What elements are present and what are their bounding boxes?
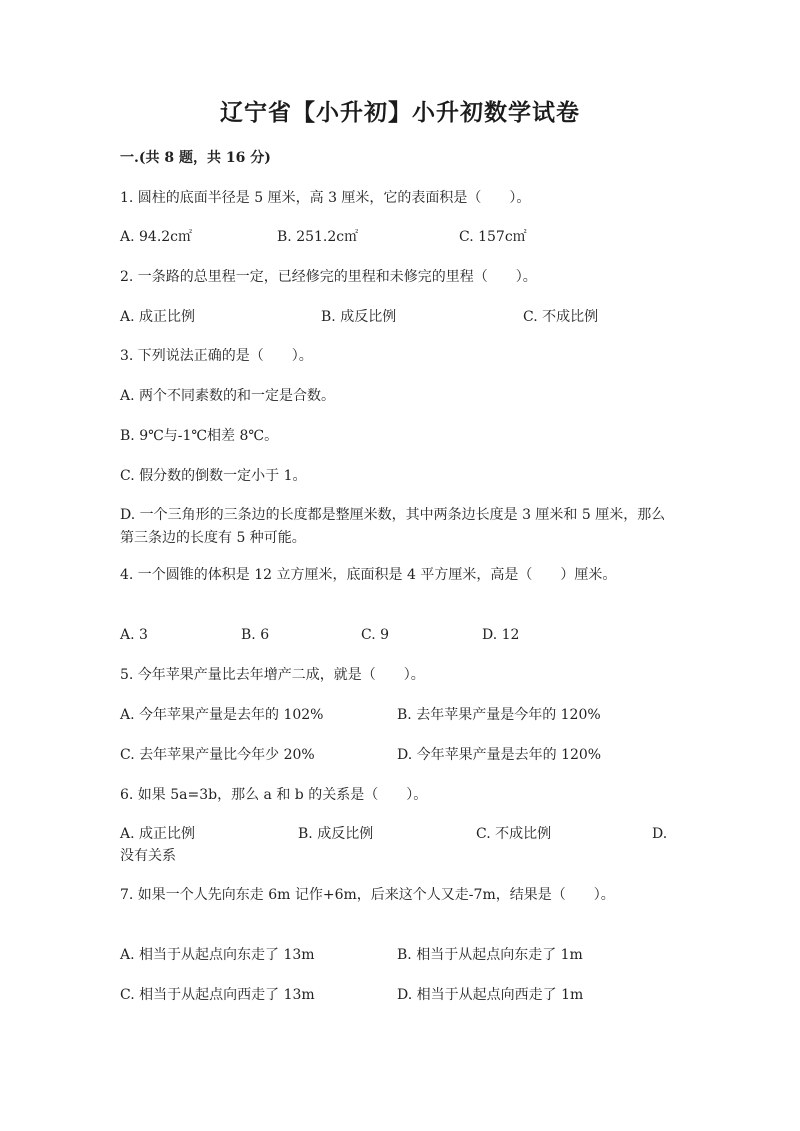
section-heading: 一.(共 8 题，共 16 分) [120,150,271,166]
question-2-option-c: C. 不成比例 [523,309,599,325]
question-3-option-b: B. 9℃与-1℃相差 8℃。 [120,428,279,444]
question-5-option-a: A. 今年苹果产量是去年的 102% [120,707,324,723]
question-1-option-b: B. 251.2c㎡ [277,229,359,245]
question-3-option-a: A. 两个不同素数的和一定是合数。 [120,388,336,404]
question-4-option-a: A. 3 [120,627,148,643]
question-2-option-a: A. 成正比例 [120,309,196,325]
question-6-option-d-label: D. [652,826,668,842]
question-6-option-a: A. 成正比例 [120,826,196,842]
question-7-option-a: A. 相当于从起点向东走了 13m [120,947,315,963]
question-6-option-c: C. 不成比例 [476,826,552,842]
question-5-option-b: B. 去年苹果产量是今年的 120% [397,707,601,723]
question-7-stem: 7. 如果一个人先向东走 6m 记作+6m，后来这个人又走-7m，结果是（ ）。 [120,887,615,903]
question-1-option-a: A. 94.2c㎡ [120,229,193,245]
question-6-option-b: B. 成反比例 [298,826,374,842]
question-4-option-c: C. 9 [361,627,390,643]
question-4-stem: 4. 一个圆锥的体积是 12 立方厘米，底面积是 4 平方厘米，高是（ ）厘米。 [120,567,617,583]
question-1-stem: 1. 圆柱的底面半径是 5 厘米，高 3 厘米，它的表面积是（ ）。 [120,190,531,206]
question-5-option-c: C. 去年苹果产量比今年少 20% [120,747,315,763]
exam-title: 辽宁省【小升初】小升初数学试卷 [220,99,580,126]
question-3-option-c: C. 假分数的倒数一定小于 1。 [120,468,307,484]
question-5-stem: 5. 今年苹果产量比去年增产二成，就是（ ）。 [120,667,425,683]
question-4-option-b: B. 6 [241,627,270,643]
question-2-stem: 2. 一条路的总里程一定，已经修完的里程和未修完的里程（ ）。 [120,269,537,285]
question-3-option-d: D. 一个三角形的三条边的长度都是整厘米数，其中两条边长度是 3 厘米和 5 厘米，那么第三条边的长度有 5 种可能。 [120,507,666,546]
question-6-option-d-text: 没有关系 [120,848,176,864]
question-6-stem: 6. 如果 5a=3b，那么 a 和 b 的关系是（ ）。 [120,787,428,803]
question-3-stem: 3. 下列说法正确的是（ ）。 [120,348,313,364]
question-7-option-b: B. 相当于从起点向东走了 1m [397,947,583,963]
question-2-option-b: B. 成反比例 [321,309,397,325]
question-4-option-d: D. 12 [482,627,520,643]
question-7-option-c: C. 相当于从起点向西走了 13m [120,987,315,1003]
question-7-option-d: D. 相当于从起点向西走了 1m [397,987,584,1003]
question-1-option-c: C. 157c㎡ [459,229,527,245]
question-5-option-d: D. 今年苹果产量是去年的 120% [397,747,602,763]
